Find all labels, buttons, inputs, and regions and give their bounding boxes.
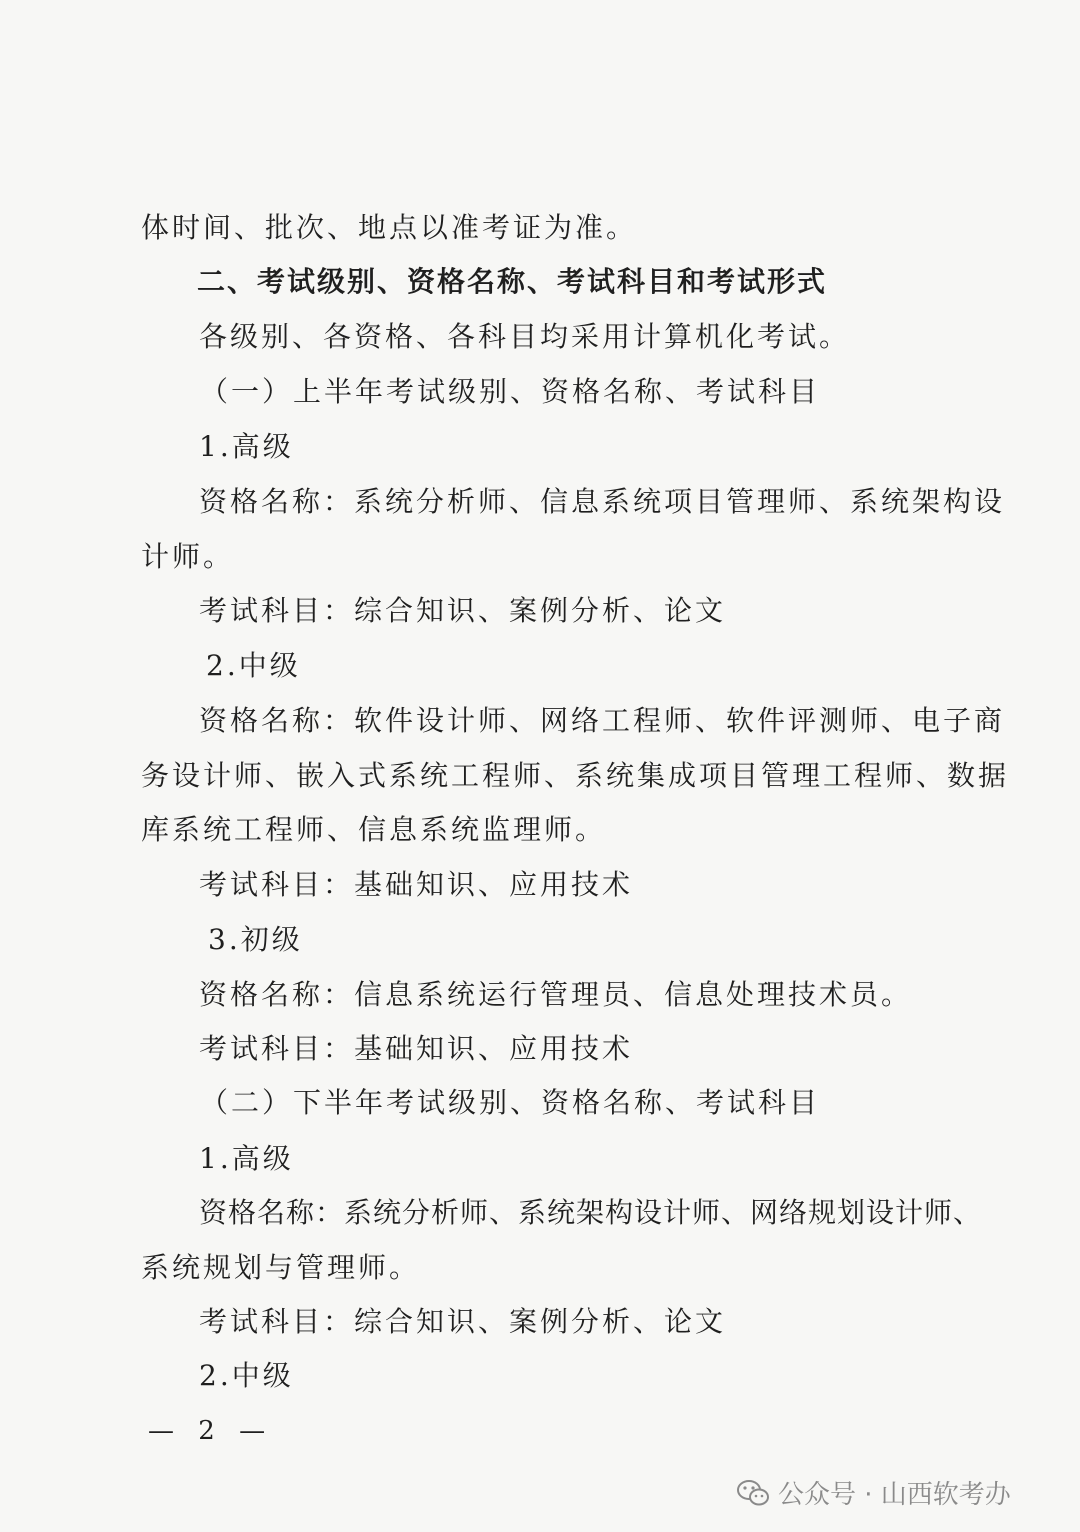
- text-line: 考试科目：基础知识、应用技术: [199, 1032, 634, 1065]
- text-line: 务设计师、嵌入式系统工程师、系统集成项目管理工程师、数据: [141, 759, 1010, 792]
- level-heading: 1.高级: [199, 430, 294, 463]
- section-heading: 二、考试级别、资格名称、考试科目和考试形式: [197, 265, 828, 298]
- watermark: [736, 1474, 1011, 1511]
- level-heading: 2.中级: [199, 1359, 294, 1392]
- text-line: 各级别、各资格、各科目均采用计算机化考试。: [199, 320, 851, 353]
- text-line: 计师。: [141, 540, 235, 573]
- text-line: 体时间、批次、地点以准考证为准。: [141, 211, 638, 244]
- text-line: 考试科目：基础知识、应用技术: [199, 868, 634, 901]
- text-line: 资格名称：系统分析师、信息系统项目管理师、系统架构设: [199, 485, 1006, 518]
- subsection-heading: （二）下半年考试级别、资格名称、考试科目: [200, 1086, 821, 1119]
- text-line: 库系统工程师、信息系统监理师。: [141, 813, 607, 846]
- wechat-icon: [736, 1478, 770, 1508]
- text-line: 资格名称：软件设计师、网络工程师、软件评测师、电子商: [199, 704, 1006, 737]
- subsection-heading: （一）上半年考试级别、资格名称、考试科目: [200, 375, 821, 408]
- text-line: 考试科目：综合知识、案例分析、论文: [199, 594, 727, 627]
- page-number: — 2 —: [148, 1416, 274, 1446]
- text-line: 考试科目：综合知识、案例分析、论文: [199, 1305, 727, 1338]
- level-heading: 3.初级: [208, 923, 303, 956]
- level-heading: 1.高级: [199, 1142, 294, 1175]
- text-line: 资格名称：系统分析师、系统架构设计师、网络规划设计师、: [199, 1196, 983, 1229]
- text-line: 资格名称：信息系统运行管理员、信息处理技术员。: [199, 978, 913, 1011]
- text-line: 系统规划与管理师。: [141, 1251, 421, 1284]
- watermark-text: 公众号 · 山西软考办: [778, 1480, 1011, 1510]
- level-heading: 2.中级: [206, 649, 301, 682]
